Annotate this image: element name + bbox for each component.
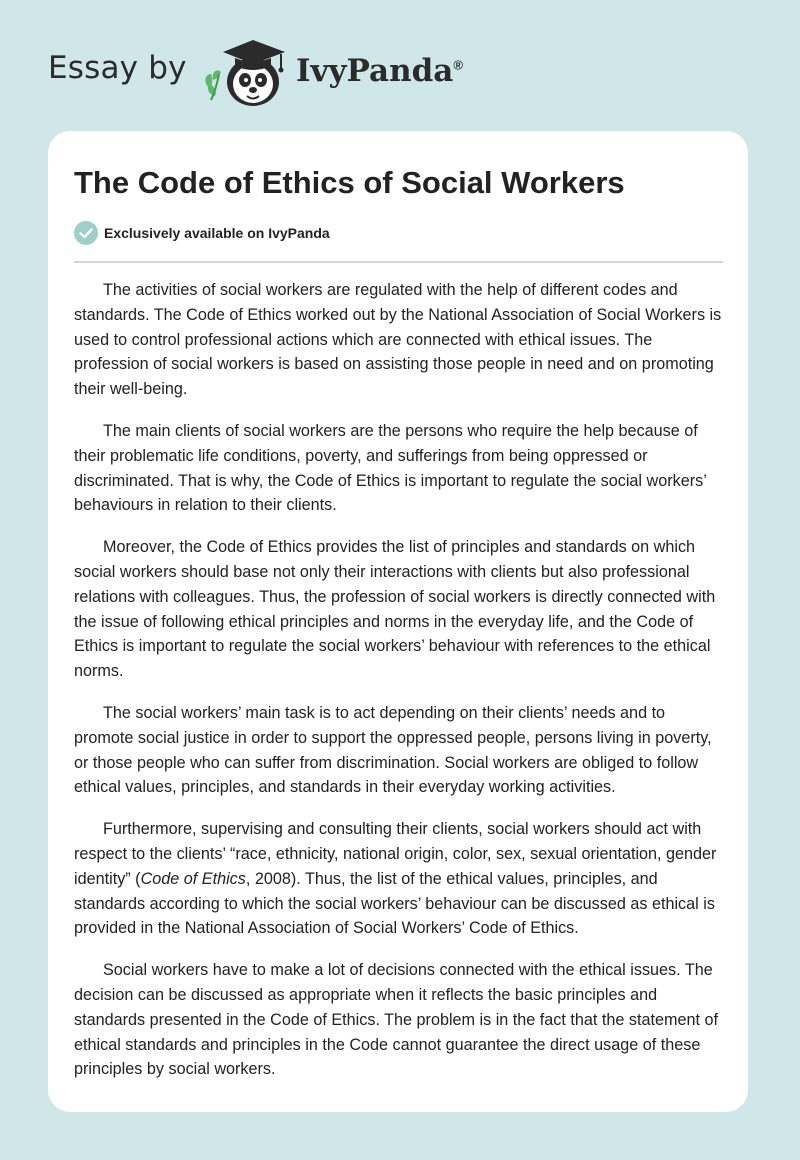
citation: Code of Ethics bbox=[140, 869, 246, 888]
essay-by-label: Essay by bbox=[48, 50, 187, 86]
paragraph: Social workers have to make a lot of decisions connected with the ethical issues. The decision can be discussed as appropriate when it reflects the basic principles and standards presented in the Code of Ethics. The problem is in the fact that the statement of ethical standards and principles in the Code cannot guarantee the direct usage of these principles by social workers. bbox=[74, 961, 718, 1079]
paragraph-text: , 2008). Thus, the list of the ethical values, principles, and standards according to which the social workers’ behaviour can be discussed as ethical is provided in the National Association of Social Workers’ Code of Ethics. bbox=[74, 869, 715, 938]
panda-graduate-icon bbox=[201, 34, 293, 110]
exclusive-badge bbox=[74, 221, 330, 245]
paragraph: The main clients of social workers are the persons who require the help because of their problematic life conditions, poverty, and sufferings from being oppressed or discriminated. That is why, the Code of Ethics is important to regulate the social workers’ behaviours in relation to their clients. bbox=[74, 421, 707, 515]
paragraph: The social workers’ main task is to act depending on their clients’ needs and to promote social justice in order to support the oppressed people, persons living in poverty, or those people who can suffer from discrimination. Social workers are obliged to follow ethical values, principles, and standards in their everyday working activities. bbox=[74, 703, 712, 797]
paragraph-text: Furthermore, supervising and consulting their clients, social workers should act with respect to the clients’ “race, ethnicity, national origin, color, sex, sexual orientation, gender identity” ( bbox=[74, 820, 717, 888]
paragraph bbox=[74, 817, 726, 941]
brand-name: IvyPanda® bbox=[296, 53, 463, 89]
page-title: The Code of Ethics of Social Workers bbox=[74, 165, 625, 200]
paragraph: The activities of social workers are regulated with the help of different codes and standards. The Code of Ethics worked out by the National Association of Social Workers is used to control professional actions which are connected with ethical issues. The profession of social workers is based on assisting those people in need and on promoting their well-being. bbox=[74, 281, 722, 399]
divider bbox=[74, 261, 723, 263]
essay-body bbox=[74, 278, 726, 1099]
check-circle-icon bbox=[74, 221, 98, 245]
site-header bbox=[48, 34, 548, 114]
paragraph: Moreover, the Code of Ethics provides the list of principles and standards on which social workers should base not only their interactions with clients but also professional relations with colleagues. Thus, the profession of social workers is directly connected with the issue of following ethical principles and norms in the everyday life, and the Code of Ethics is important to regulate the social workers’ behaviour with references to the ethical norms. bbox=[74, 538, 716, 681]
exclusive-label: Exclusively available on IvyPanda bbox=[104, 225, 330, 241]
essay-card bbox=[48, 131, 748, 1112]
